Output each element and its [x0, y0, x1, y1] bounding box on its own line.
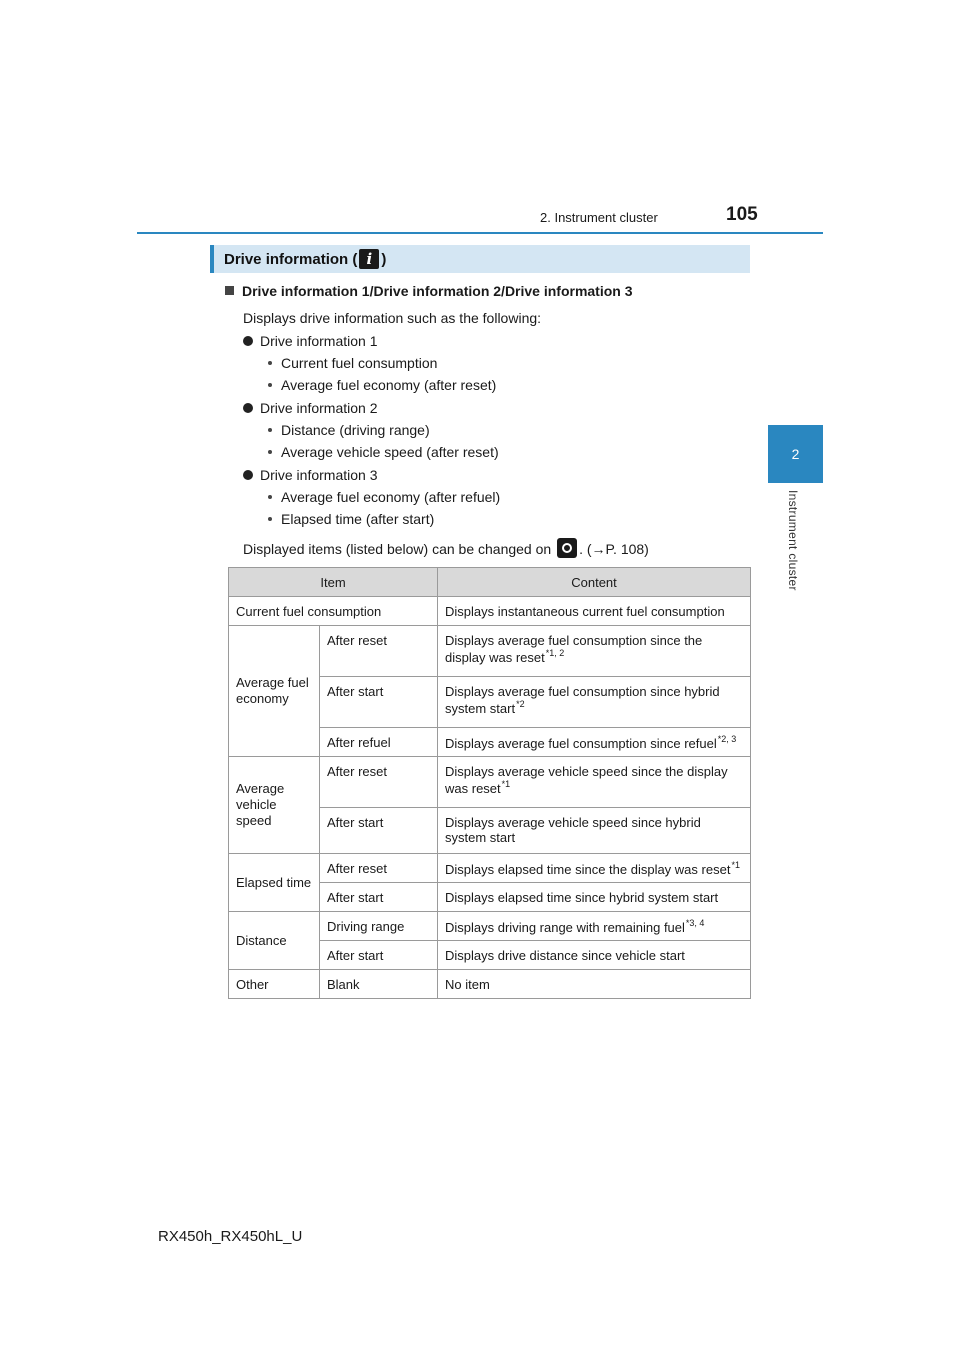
- display-items-table: [228, 567, 751, 999]
- list-item: [268, 377, 496, 393]
- content-text: Displays elapsed time since the display was reset: [445, 861, 731, 877]
- content-text: Displays average vehicle speed since the display was reset: [445, 764, 728, 796]
- list-item: [268, 489, 500, 505]
- sub-item-cell: Blank: [320, 970, 438, 999]
- group-cell: Other: [229, 970, 320, 999]
- list-item-text: Average fuel economy (after reset): [281, 377, 497, 393]
- square-bullet-icon: [225, 286, 234, 295]
- drive-info-group: [243, 333, 378, 349]
- list-item: [268, 511, 434, 527]
- footnote-ref: *1: [501, 779, 511, 789]
- footnote-ref: *3, 4: [685, 917, 705, 928]
- item-cell: Current fuel consumption: [229, 597, 438, 626]
- group-cell: Average vehicle speed: [229, 757, 320, 854]
- column-header-item: Item: [229, 568, 438, 597]
- bullet-icon: [243, 336, 253, 346]
- footnote-ref: *1: [731, 859, 740, 870]
- info-icon: i: [359, 249, 379, 269]
- table-row: [229, 912, 751, 941]
- group-cell: Elapsed time: [229, 854, 320, 912]
- content-cell: [438, 854, 751, 883]
- intro-text: Displays drive information such as the following:: [243, 310, 542, 326]
- content-cell: [438, 757, 751, 808]
- change-note-text: . (: [579, 541, 592, 557]
- group-label: Drive information 1: [260, 333, 378, 349]
- list-item: [268, 444, 499, 460]
- sub-item-cell: After start: [320, 677, 438, 728]
- table-row: [229, 626, 751, 677]
- sub-item-cell: After start: [320, 883, 438, 912]
- content-text: Displays average fuel consumption since the display was reset: [445, 633, 703, 665]
- chapter-tab-number: 2: [791, 446, 800, 462]
- section-heading-suffix: ): [381, 250, 387, 268]
- section-heading: [210, 245, 750, 273]
- page-number: 105: [726, 204, 758, 225]
- footnote-ref: *2, 3: [717, 733, 737, 744]
- header-rule: [137, 232, 823, 234]
- table-row: [229, 597, 751, 626]
- chapter-tab: [768, 425, 823, 483]
- footnote-ref: *2: [516, 699, 525, 709]
- list-item: [268, 422, 430, 438]
- dot-icon: [268, 383, 272, 387]
- list-item: [268, 355, 437, 371]
- content-cell: [438, 912, 751, 941]
- content-text: Displays average fuel consumption since hybrid system start: [445, 684, 720, 716]
- sub-item-cell: After start: [320, 941, 438, 970]
- dot-icon: [268, 517, 272, 521]
- drive-info-group: [243, 467, 378, 483]
- list-item-text: Distance (driving range): [281, 422, 430, 438]
- chapter-tab-label: Instrument cluster: [786, 490, 800, 591]
- content-cell: Displays instantaneous current fuel consumption: [438, 597, 751, 626]
- subheading: [225, 283, 633, 299]
- dot-icon: [268, 428, 272, 432]
- table-row: [229, 970, 751, 999]
- group-label: Drive information 3: [260, 467, 378, 483]
- group-cell: Average fuel economy: [229, 626, 320, 757]
- content-cell: Displays elapsed time since hybrid system start: [438, 883, 751, 912]
- footnote-ref: *1, 2: [545, 648, 565, 658]
- sub-item-cell: Driving range: [320, 912, 438, 941]
- sub-item-cell: After start: [320, 808, 438, 854]
- sub-item-cell: After refuel: [320, 728, 438, 757]
- change-note-text: Displayed items (listed below) can be changed on: [243, 541, 556, 557]
- list-item-text: Average vehicle speed (after reset): [281, 444, 499, 460]
- page-reference: P. 108): [605, 541, 649, 557]
- content-text: Displays driving range with remaining fuel: [445, 919, 685, 935]
- sub-item-cell: After reset: [320, 757, 438, 808]
- group-cell: Distance: [229, 912, 320, 970]
- list-item-text: Elapsed time (after start): [281, 511, 435, 527]
- list-item-text: Average fuel economy (after refuel): [281, 489, 501, 505]
- sub-item-cell: After reset: [320, 854, 438, 883]
- table-row: [229, 854, 751, 883]
- group-label: Drive information 2: [260, 400, 378, 416]
- section-heading-prefix: Drive information (: [224, 250, 358, 268]
- chapter-title: 2. Instrument cluster: [540, 210, 658, 225]
- subheading-text: Drive information 1/Drive information 2/Drive information 3: [242, 283, 633, 299]
- change-note: [243, 538, 649, 558]
- bullet-icon: [243, 470, 253, 480]
- content-cell: [438, 808, 751, 854]
- sub-item-cell: After reset: [320, 626, 438, 677]
- content-cell: [438, 728, 751, 757]
- table-row: [229, 757, 751, 808]
- dot-icon: [268, 361, 272, 365]
- content-text: Displays average fuel consumption since refuel: [445, 735, 717, 751]
- gear-icon: [557, 538, 577, 558]
- arrow-icon: →: [591, 541, 606, 557]
- content-cell: Displays drive distance since vehicle start: [438, 941, 751, 970]
- dot-icon: [268, 450, 272, 454]
- bullet-icon: [243, 403, 253, 413]
- content-text: Displays average vehicle speed since hybrid system start: [445, 815, 701, 845]
- dot-icon: [268, 495, 272, 499]
- content-cell: [438, 626, 751, 677]
- list-item-text: Current fuel consumption: [281, 355, 438, 371]
- content-cell: No item: [438, 970, 751, 999]
- table-header-row: [229, 568, 751, 597]
- content-cell: [438, 677, 751, 728]
- drive-info-group: [243, 400, 378, 416]
- model-code: RX450h_RX450hL_U: [158, 1228, 303, 1245]
- column-header-content: Content: [438, 568, 751, 597]
